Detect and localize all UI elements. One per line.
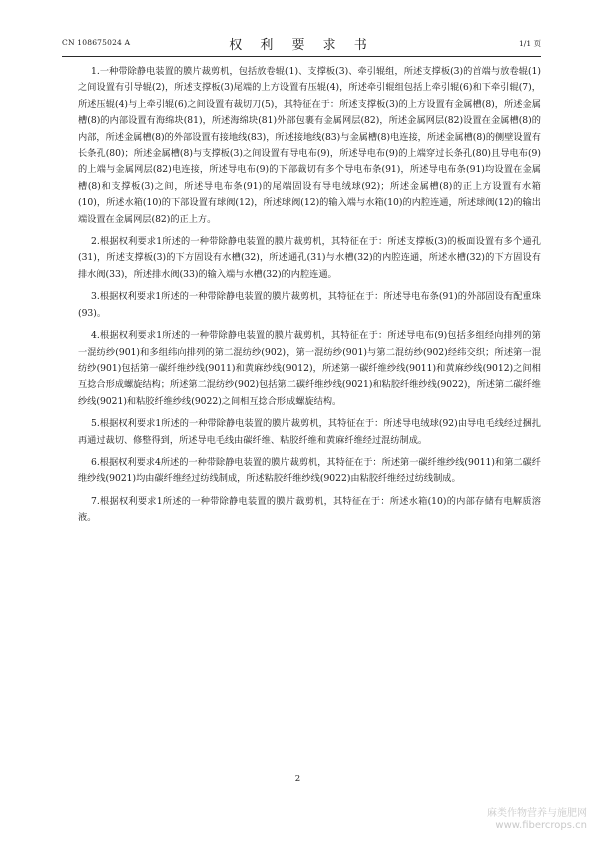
claim-6: 6.根据权利要求4所述的一种带除静电装置的膜片裁剪机，其特征在于：所述第一碳纤维纱线(9011)和第二碳纤维纱线(9021)均由碳纤维经过纺线制成，所述粘胶纤维纱线(9022)由粘胶纤维经过纺线制成。 <box>78 456 541 485</box>
claims-body <box>78 64 541 533</box>
claim-2: 2.根据权利要求1所述的一种带除静电装置的膜片裁剪机，其特征在于：所述支撑板(3)的板面设置有多个通孔(31)，所述支撑板(3)的下方固设有水槽(32)，所述通孔(31)与水槽(32)的内腔连通，所述水槽(32)的下方固设有排水阀(33)，所述排水阀(33)的输入端与水槽(32)的内腔连通。 <box>78 236 541 280</box>
header-divider <box>62 56 541 57</box>
page-number: 2 <box>294 774 301 784</box>
claim-4: 4.根据权利要求1所述的一种带除静电装置的膜片裁剪机，其特征在于：所述导电布(9)包括多组经向排列的第一混纺纱(901)和多组纬向排列的第二混纺纱(902)，第一混纺纱(901)与第二混纺纱(902)经纬交织；所述第一混纺纱(901)包括第一碳纤维纱线(9011)和黄麻纱线(9012)，所述第一碳纤维纱线(9011)和黄麻纱线(9012)之间相互捻合形成螺旋结构；所述第二混纺纱(902)包括第二碳纤维纱线(9021)和粘胶纤维纱线(9022)，所述第二碳纤维纱线(9021)和粘胶纤维纱线(9022)之间相互捻合形成螺旋结构。 <box>78 330 541 407</box>
claim-3: 3.根据权利要求1所述的一种带除静电装置的膜片裁剪机，其特征在于：所述导电布条(91)的外部固设有配重珠(93)。 <box>78 291 541 319</box>
claim-5: 5.根据权利要求1所述的一种带除静电装置的膜片裁剪机，其特征在于：所述导电绒球(92)由导电毛线经过捆扎再通过裁切、修整得到，所述导电毛线由碳纤维、粘胶纤维和黄麻纤维经过混纺制成。 <box>78 418 541 446</box>
publication-number: CN 108675024 A <box>62 38 131 47</box>
document-header <box>62 30 541 52</box>
claim-7: 7.根据权利要求1所述的一种带除静电装置的膜片裁剪机，其特征在于：所述水箱(10)的内部存储有电解质溶液。 <box>78 495 541 524</box>
site-watermark <box>487 808 587 832</box>
watermark-site-name: 麻类作物营养与施肥网 <box>487 808 587 819</box>
page-indicator: 1/1 页 <box>519 39 541 48</box>
claim-1: 1.一种带除静电装置的膜片裁剪机，包括放卷辊(1)、支撑板(3)、牵引辊组，所述支撑板(3)的首端与放卷辊(1)之间设置有引导辊(2)，所述支撑板(3)尾端的上方设置有压辊(4)，所述牵引辊组包括上牵引辊(6)和下牵引辊(7)，所述压辊(4)与上牵引辊(6)之间设置有裁切刀(5)，其特征在于：所述支撑板(3)的上方设置有金属槽(8)，所述金属槽(8)的内部设置有海绵块(81)，所述海绵块(81)外部包裹有金属网层(82)，所述金属网层(82)设置在金属槽(8)的内部，所述金属槽(8)的外部设置有接地线(83)，所述接地线(83)与金属槽(8)电连接，所述金属槽(8)的侧壁设置有长条孔(80)；所述金属槽(8)与支撑板(3)之间设置有导电布(9)，所述导电布(9)的上端穿过长条孔(80)且导电布(9)的上端与金属网层(82)电连接，所述导电布(9)的下部裁切有多个导电布条(91)，所述导电布条(91)均设置在金属槽(8)和支撑板(3)之间，所述导电布条(91)的尾端固设有导电绒球(92)；所述金属槽(8)的正上方设置有水箱(10)，所述水箱(10)的下部设置有球阀(12)，所述球阀(12)的输入端与水箱(10)的内腔连通，所述球阀(12)的输出端设置在金属网层(82)的正上方。 <box>78 66 541 225</box>
page-title: 权 利 要 求 书 <box>229 38 374 53</box>
watermark-url: www.fibercrops.cn <box>495 820 587 831</box>
